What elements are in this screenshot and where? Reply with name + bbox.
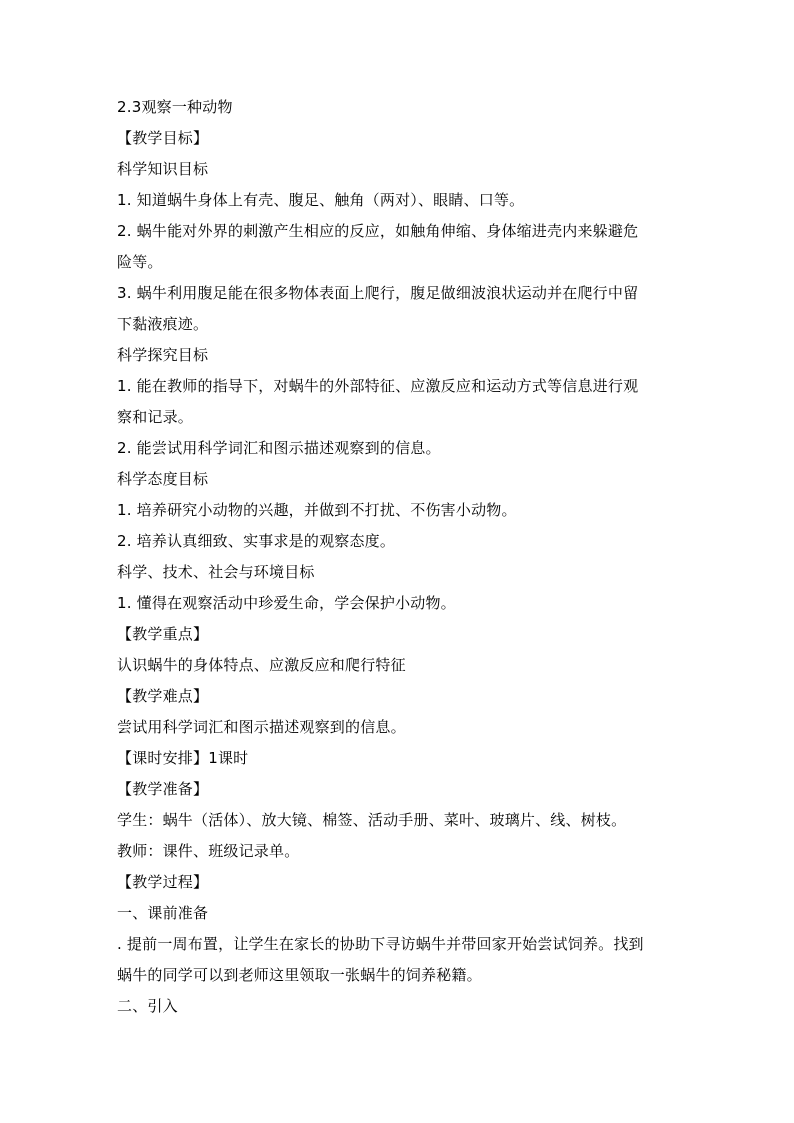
heading-preparation: 【教学准备】: [117, 780, 209, 798]
knowledge-item-1: 1. 知道蜗牛身体上有壳、腹足、触角（两对）、眼睛、口等。: [117, 191, 525, 209]
knowledge-item-2-cont: 险等。: [117, 253, 163, 271]
key-points-text: 认识蜗牛的身体特点、应激反应和爬行特征: [117, 656, 406, 674]
inquiry-item-2: 2. 能尝试用科学词汇和图示描述观察到的信息。: [117, 439, 441, 457]
knowledge-item-3-cont: 下黏液痕迹。: [117, 315, 209, 333]
difficulties-text: 尝试用科学词汇和图示描述观察到的信息。: [117, 718, 406, 736]
process-step-1: 一、课前准备: [117, 904, 209, 922]
preparation-teacher: 教师：课件、班级记录单。: [117, 842, 300, 860]
attitude-item-2: 2. 培养认真细致、实事求是的观察态度。: [117, 532, 396, 550]
heading-process: 【教学过程】: [117, 873, 209, 891]
subheading-inquiry: 科学探究目标: [117, 346, 209, 364]
subheading-attitude: 科学态度目标: [117, 470, 209, 488]
preparation-students: 学生：蜗牛（活体）、放大镜、棉签、活动手册、菜叶、玻璃片、线、树枝。: [117, 811, 627, 829]
heading-objectives: 【教学目标】: [117, 129, 209, 147]
inquiry-item-1-cont: 察和记录。: [117, 408, 194, 426]
attitude-item-1: 1. 培养研究小动物的兴趣，并做到不打扰、不伤害小动物。: [117, 501, 517, 519]
schedule-line: 【课时安排】1课时: [117, 749, 249, 767]
section-title: 2.3观察一种动物: [117, 98, 233, 116]
subheading-sts: 科学、技术、社会与环境目标: [117, 563, 315, 581]
subheading-knowledge: 科学知识目标: [117, 160, 209, 178]
heading-key-points: 【教学重点】: [117, 625, 209, 643]
process-step-1-text: . 提前一周布置，让学生在家长的协助下寻访蜗牛并带回家开始尝试饲养。找到: [117, 935, 644, 953]
sts-item-1: 1. 懂得在观察活动中珍爱生命，学会保护小动物。: [117, 594, 456, 612]
heading-difficulties: 【教学难点】: [117, 687, 209, 705]
process-step-2: 二、引入: [117, 997, 178, 1015]
knowledge-item-3: 3. 蜗牛利用腹足能在很多物体表面上爬行，腹足做细波浪状运动并在爬行中留: [117, 284, 639, 302]
inquiry-item-1: 1. 能在教师的指导下，对蜗牛的外部特征、应激反应和运动方式等信息进行观: [117, 377, 639, 395]
knowledge-item-2: 2. 蜗牛能对外界的刺激产生相应的反应，如触角伸缩、身体缩进壳内来躲避危: [117, 222, 639, 240]
process-step-1-cont: 蜗牛的同学可以到老师这里领取一张蜗牛的饲养秘籍。: [117, 966, 482, 984]
